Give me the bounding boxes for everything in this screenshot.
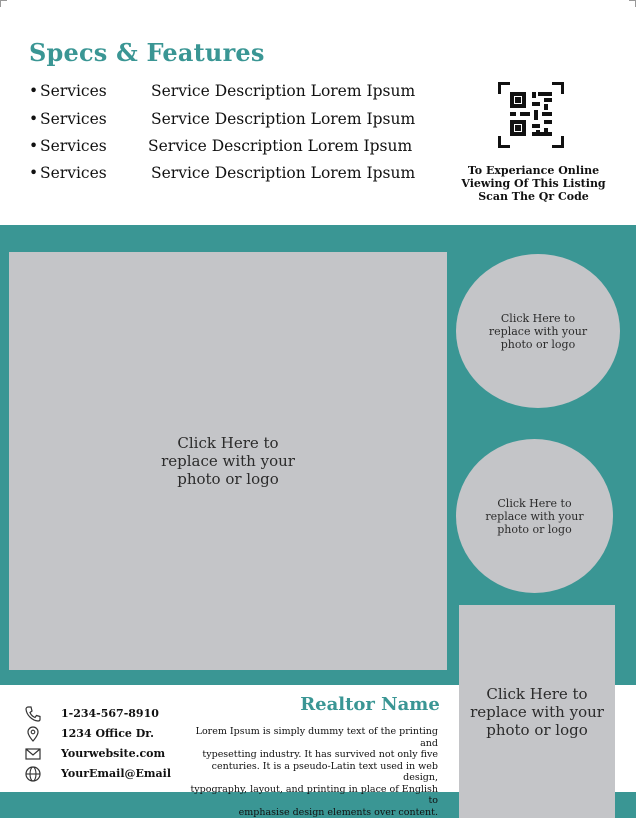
bio-line: emphasise design elements over content. — [238, 806, 438, 818]
bio-line: typesetting industry. It has survived not only five — [202, 749, 438, 760]
photo-placeholder-bottom-right[interactable] — [459, 605, 615, 818]
qr-caption-line: To Experiance Online — [467, 164, 600, 177]
photo-placeholder-circle-top[interactable] — [456, 254, 620, 408]
contact-website[interactable] — [24, 745, 184, 763]
qr-caption-line: Viewing Of This Listing — [461, 177, 606, 190]
service-name: Services — [40, 137, 107, 155]
service-row — [29, 110, 416, 132]
placeholder-text: Click Here to — [177, 434, 279, 452]
contact-text: YourEmail@Email — [61, 767, 172, 780]
service-description: Service Description Lorem Ipsum — [151, 110, 416, 128]
globe-icon — [24, 765, 42, 783]
location-pin-icon — [24, 725, 42, 743]
service-row — [29, 137, 413, 159]
envelope-icon — [24, 745, 42, 763]
bio-line: Lorem Ipsum is simply dummy text of the printing and — [195, 726, 438, 749]
photo-placeholder-circle-bottom[interactable] — [456, 439, 613, 593]
placeholder-text: replace with your — [161, 452, 295, 470]
photo-placeholder-main[interactable] — [9, 252, 447, 670]
qr-code-icon[interactable] — [498, 82, 564, 148]
contact-email[interactable] — [24, 765, 184, 783]
placeholder-text: photo or logo — [500, 337, 576, 351]
placeholder-text: Click Here to — [497, 496, 572, 510]
qr-caption-line: Scan The Qr Code — [478, 190, 589, 203]
realtor-bio — [180, 726, 438, 818]
bullet: • — [29, 164, 39, 182]
service-description: Service Description Lorem Ipsum — [148, 137, 413, 155]
placeholder-text: photo or logo — [486, 720, 588, 739]
placeholder-text: replace with your — [485, 509, 584, 523]
bio-line: centuries. It is a pseudo-Latin text used in web design, — [211, 760, 438, 783]
service-name: Services — [40, 110, 107, 128]
qr-caption — [452, 164, 615, 203]
bio-line: typography, layout, and printing in place of English to — [190, 783, 438, 806]
placeholder-text: replace with your — [470, 702, 604, 721]
service-description: Service Description Lorem Ipsum — [151, 82, 416, 100]
service-description: Service Description Lorem Ipsum — [151, 164, 416, 182]
service-row — [29, 164, 416, 186]
realtor-name: Realtor Name — [300, 694, 440, 715]
bullet: • — [29, 82, 39, 100]
bullet: • — [29, 137, 39, 155]
placeholder-text: photo or logo — [177, 470, 279, 488]
phone-icon — [24, 705, 42, 723]
page-title: Specs & Features — [29, 38, 265, 67]
service-row — [29, 82, 416, 104]
placeholder-text: Click Here to — [500, 311, 576, 325]
service-name: Services — [40, 164, 107, 182]
placeholder-text: photo or logo — [497, 522, 572, 536]
contact-text: Yourwebsite.com — [61, 747, 166, 760]
contact-text: 1-234-567-8910 — [61, 707, 159, 720]
contact-address[interactable] — [24, 725, 184, 743]
contact-phone[interactable] — [24, 705, 184, 723]
crop-mark — [629, 0, 636, 7]
placeholder-text: Click Here to — [486, 684, 588, 703]
placeholder-text: replace with your — [488, 324, 588, 338]
crop-mark — [0, 0, 7, 7]
bullet: • — [29, 110, 39, 128]
contact-text: 1234 Office Dr. — [61, 727, 154, 740]
service-name: Services — [40, 82, 107, 100]
